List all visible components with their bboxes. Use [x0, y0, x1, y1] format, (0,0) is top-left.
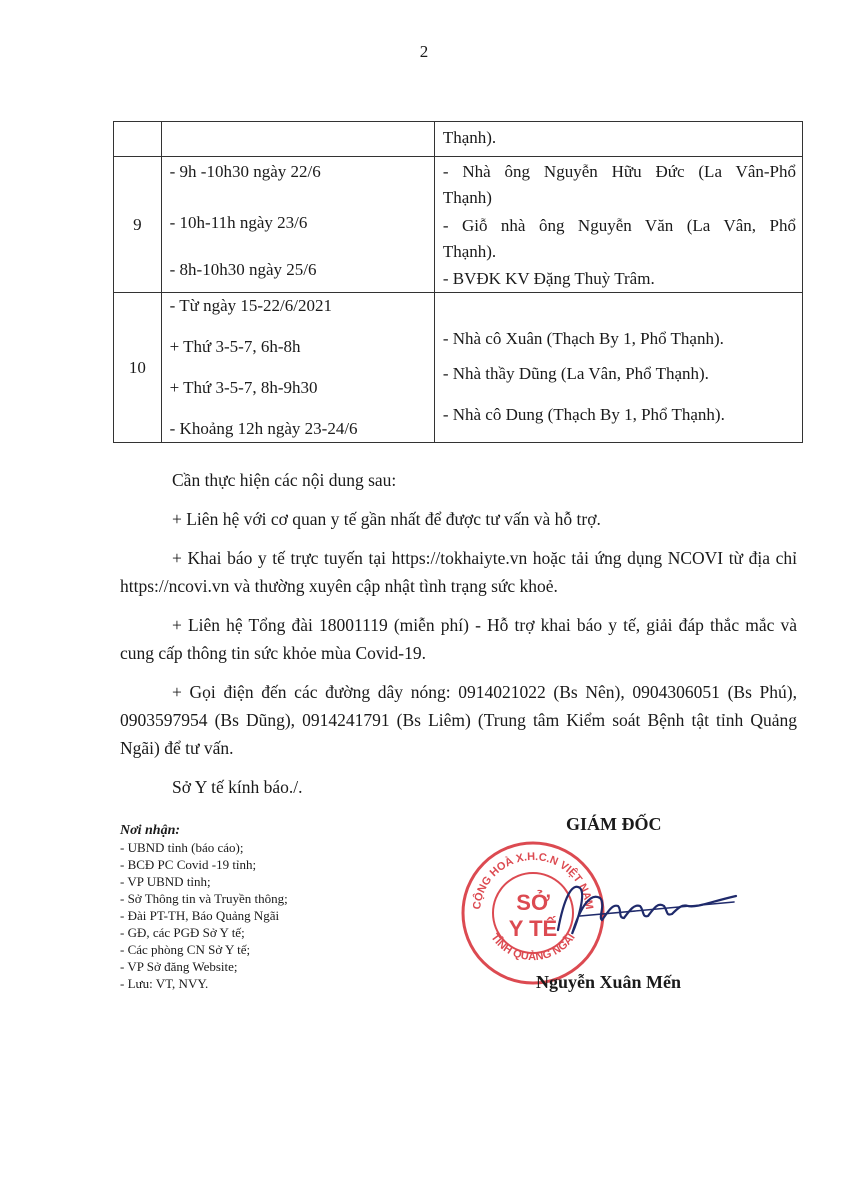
recipients-title: Nơi nhận: — [120, 823, 181, 838]
recipient-line: - Lưu: VT, NVY. — [120, 976, 209, 991]
body-item: + Khai báo y tế trực tuyến tại https://tokhaiyte.vn hoặc tải ứng dụng NCOVI từ địa chỉ https://ncovi.vn và thường xuyên cập nhật tình trạng sức khoẻ. — [120, 548, 797, 596]
svg-text:TỈNH QUẢNG NGÃI: TỈNH QUẢNG NGÃI — [488, 931, 578, 964]
place-line: - BVĐK KV Đặng Thuỳ Trâm. — [442, 269, 655, 288]
signer-role: GIÁM ĐỐC — [566, 814, 662, 834]
recipient-line: - Các phòng CN Sở Y tế; — [120, 942, 251, 957]
time-line: - 8h-10h30 ngày 25/6 — [169, 260, 317, 279]
place-line: - Nhà cô Dung (Thạch By 1, Phổ Thạnh). — [442, 405, 725, 424]
place-line: Thạnh). — [442, 242, 497, 261]
table-cell-time — [161, 122, 434, 157]
page-number: 2 — [419, 42, 429, 61]
body-item: + Liên hệ với cơ quan y tế gần nhất để được tư vấn và hỗ trợ. — [172, 509, 601, 529]
recipient-line: - UBND tỉnh (báo cáo); — [120, 840, 244, 855]
time-line: - Từ ngày 15-22/6/2021 — [169, 296, 332, 315]
time-line: - 10h-11h ngày 23/6 — [169, 213, 308, 232]
body-text — [120, 466, 797, 812]
table-cell-stt: 9 — [114, 157, 162, 293]
body-intro: Cần thực hiện các nội dung sau: — [172, 470, 397, 490]
svg-text:SỞ: SỞ — [516, 890, 550, 915]
table-row — [114, 157, 803, 293]
time-line: + Thứ 3-5-7, 6h-8h — [169, 337, 301, 356]
place-line: Thạnh). — [442, 128, 497, 147]
recipient-line: - VP UBND tỉnh; — [120, 874, 211, 889]
table-cell-time — [161, 157, 434, 293]
time-line: + Thứ 3-5-7, 8h-9h30 — [169, 378, 318, 397]
place-line: Thạnh) — [442, 188, 492, 207]
table-row — [114, 293, 803, 443]
table-cell-place — [434, 157, 802, 293]
schedule-table — [113, 121, 803, 443]
svg-text:Y TẾ: Y TẾ — [508, 916, 558, 941]
table-cell-time — [161, 293, 434, 443]
table-cell-place — [434, 293, 802, 443]
recipients-block — [120, 822, 288, 992]
recipient-line: - Sở Thông tin và Truyền thông; — [120, 891, 288, 906]
svg-text:CỘNG HOÀ X.H.C.N VIỆT NAM: CỘNG HOÀ X.H.C.N VIỆT NAM — [471, 850, 596, 911]
table-row — [114, 122, 803, 157]
time-line: - 9h -10h30 ngày 22/6 — [169, 162, 321, 181]
place-line: - Nhà ông Nguyễn Hữu Đức (La Vân-Phổ — [442, 162, 796, 181]
body-closing: Sở Y tế kính báo./. — [172, 777, 303, 797]
time-line: - Khoảng 12h ngày 23-24/6 — [169, 419, 358, 438]
table-cell-stt — [114, 122, 162, 157]
body-item: + Liên hệ Tổng đài 18001119 (miễn phí) - Hỗ trợ khai báo y tế, giải đáp thắc mắc và cung cấp thông tin sức khỏe mùa Covid-19. — [120, 615, 797, 663]
handwritten-signature — [550, 868, 740, 948]
signer-name: Nguyễn Xuân Mến — [536, 972, 682, 992]
recipient-line: - VP Sở đăng Website; — [120, 959, 238, 974]
table-cell-place — [434, 122, 802, 157]
body-item: + Gọi điện đến các đường dây nóng: 0914021022 (Bs Nên), 0904306051 (Bs Phú), 0903597954 (Bs Dũng), 0914241791 (Bs Liêm) (Trung tâm Kiểm soát Bệnh tật tỉnh Quảng Ngãi) để tư vấn. — [120, 682, 797, 758]
place-line: - Nhà cô Xuân (Thạch By 1, Phổ Thạnh). — [442, 329, 724, 348]
recipient-line: - Đài PT-TH, Báo Quảng Ngãi — [120, 908, 280, 923]
recipient-line: - GĐ, các PGĐ Sở Y tế; — [120, 925, 245, 940]
recipient-line: - BCĐ PC Covid -19 tỉnh; — [120, 857, 257, 872]
place-line: - Nhà thầy Dũng (La Vân, Phổ Thạnh). — [442, 364, 709, 383]
place-line: - Giỗ nhà ông Nguyễn Văn (La Vân, Phổ — [442, 216, 796, 235]
table-cell-stt: 10 — [114, 293, 162, 443]
